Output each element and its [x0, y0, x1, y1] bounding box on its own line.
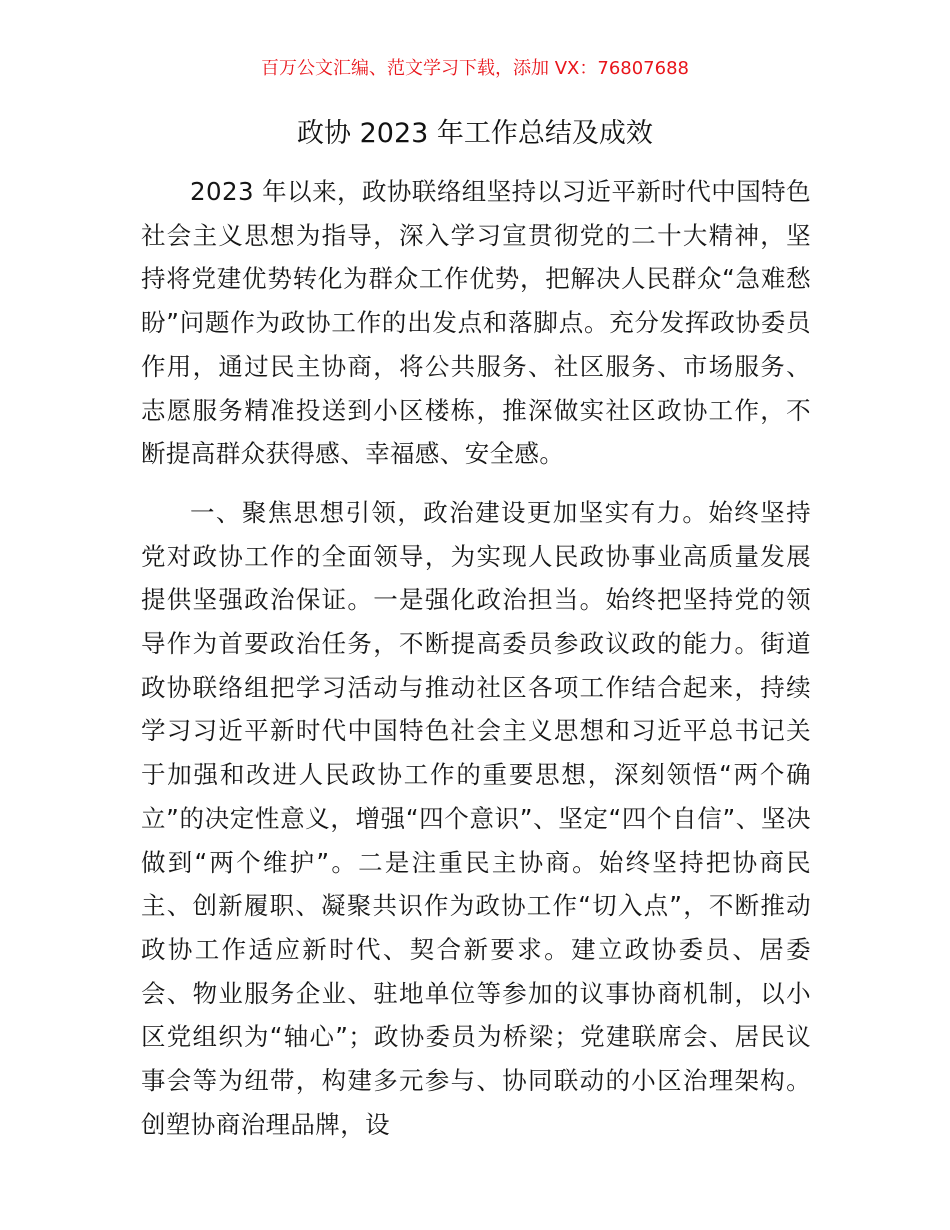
document-title: 政协 2023 年工作总结及成效 — [297, 118, 653, 149]
paragraph-section-one: 一、聚焦思想引领，政治建设更加坚实有力。始终坚持党对政协工作的全面领导，为实现人民政协事业高质量发展提供坚强政治保证。一是强化政治担当。始终把坚持党的领导作为首要政治任务，不断提高委员参政议政的能力。街道政协联络组把学习活动与推动社区各项工作结合起来，持续学习习近平新时代中国特色社会主义思想和习近平总书记关于加强和改进人民政协工作的重要思想，深刻领悟“两个确立”的决定性意义，增强“四个意识”、坚定“四个自信”、坚决做到“两个维护”。二是注重民主协商。始终坚持把协商民主、创新履职、凝聚共识作为政协工作“切入点”，不断推动政协工作适应新时代、契合新要求。建立政协委员、居委会、物业服务企业、驻地单位等参加的议事协商机制，以小区党组织为“轴心”；政协委员为桥梁；党建联席会、居民议事会等为纽带，构建多元参与、协同联动的小区治理架构。创塑协商治理品牌，设 — [141, 497, 811, 1139]
document-body — [141, 170, 811, 1146]
paragraph-intro: 2023 年以来，政协联络组坚持以习近平新时代中国特色社会主义思想为指导，深入学习宣贯彻党的二十大精神，坚持将党建优势转化为群众工作优势，把解决人民群众“急难愁盼”问题作为政协工作的出发点和落脚点。充分发挥政协委员作用，通过民主协商，将公共服务、社区服务、市场服务、志愿服务精准投送到小区楼栋，推深做实社区政协工作，不断提高群众获得感、幸福感、安全感。 — [141, 177, 811, 469]
header-watermark-note: 百万公文汇编、范文学习下载，添加 VX：76807688 — [261, 58, 689, 79]
